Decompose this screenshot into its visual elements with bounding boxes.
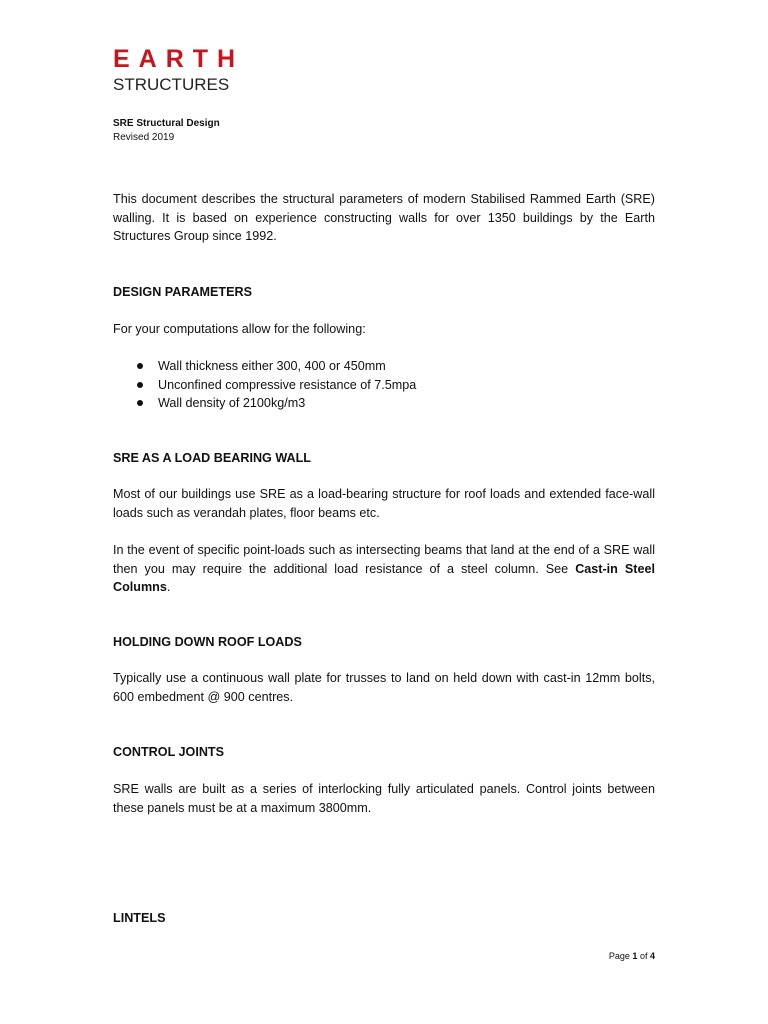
heading-roof-loads: HOLDING DOWN ROOF LOADS [113, 635, 302, 649]
heading-design-parameters: DESIGN PARAMETERS [113, 285, 253, 299]
footer-page-number: 1 [632, 951, 638, 961]
load-bearing-paragraph-2 [113, 541, 655, 597]
document-page [113, 0, 655, 1024]
page-number-footer [609, 950, 655, 962]
footer-of-word: of [639, 951, 648, 961]
revision-date: Revised 2019 [113, 132, 175, 143]
list-item-text: Wall thickness either 300, 400 or 450mm [158, 359, 386, 373]
load-bearing-paragraph-2-text: In the event of specific point-loads such as intersecting beams that land at the end of a SRE wall then you may require the additional load resistance of a steel column. See [113, 543, 655, 576]
load-bearing-paragraph-1: Most of our buildings use SRE as a load-bearing structure for roof loads and extended face-wall loads such as verandah plates, floor beams etc. [113, 487, 655, 520]
list-item-text: Unconfined compressive resistance of 7.5mpa [158, 377, 417, 392]
design-parameters-list [113, 357, 655, 413]
bullet-icon [137, 400, 143, 406]
bullet-icon [137, 382, 143, 388]
cast-in-steel-columns-reference: Cast-in Steel Columns [113, 561, 655, 594]
list-item-text: Wall density of 2100kg/m3 [158, 396, 306, 410]
document-title: SRE Structural Design [113, 118, 220, 129]
control-joints-paragraph: SRE walls are built as a series of interlocking fully articulated panels. Control joints between these panels must be at a maximum 3800mm. [113, 782, 655, 815]
list-item [113, 357, 655, 376]
heading-lintels: LINTELS [113, 911, 166, 925]
list-item [113, 394, 655, 413]
footer-page-word: Page [608, 951, 630, 961]
intro-paragraph: This document describes the structural parameters of modern Stabilised Rammed Earth (SRE) walling. It is based on experience constructing walls for over 1350 buildings by the Earth Structures Group since 1992. [113, 192, 655, 243]
roof-loads-paragraph: Typically use a continuous wall plate for trusses to land on held down with cast-in 12mm bolts, 600 embedment @ 900 centres. [113, 671, 655, 704]
heading-control-joints: CONTROL JOINTS [113, 745, 225, 759]
logo-structures: STRUCTURES [113, 75, 230, 94]
design-parameters-lead: For your computations allow for the following: [113, 322, 366, 336]
logo-earth: EARTH [113, 45, 245, 73]
bullet-icon [137, 363, 143, 369]
footer-page-total: 4 [649, 951, 655, 961]
list-item [113, 376, 655, 395]
load-bearing-paragraph-2-end: . [166, 580, 171, 594]
heading-load-bearing: SRE AS A LOAD BEARING WALL [113, 451, 312, 465]
